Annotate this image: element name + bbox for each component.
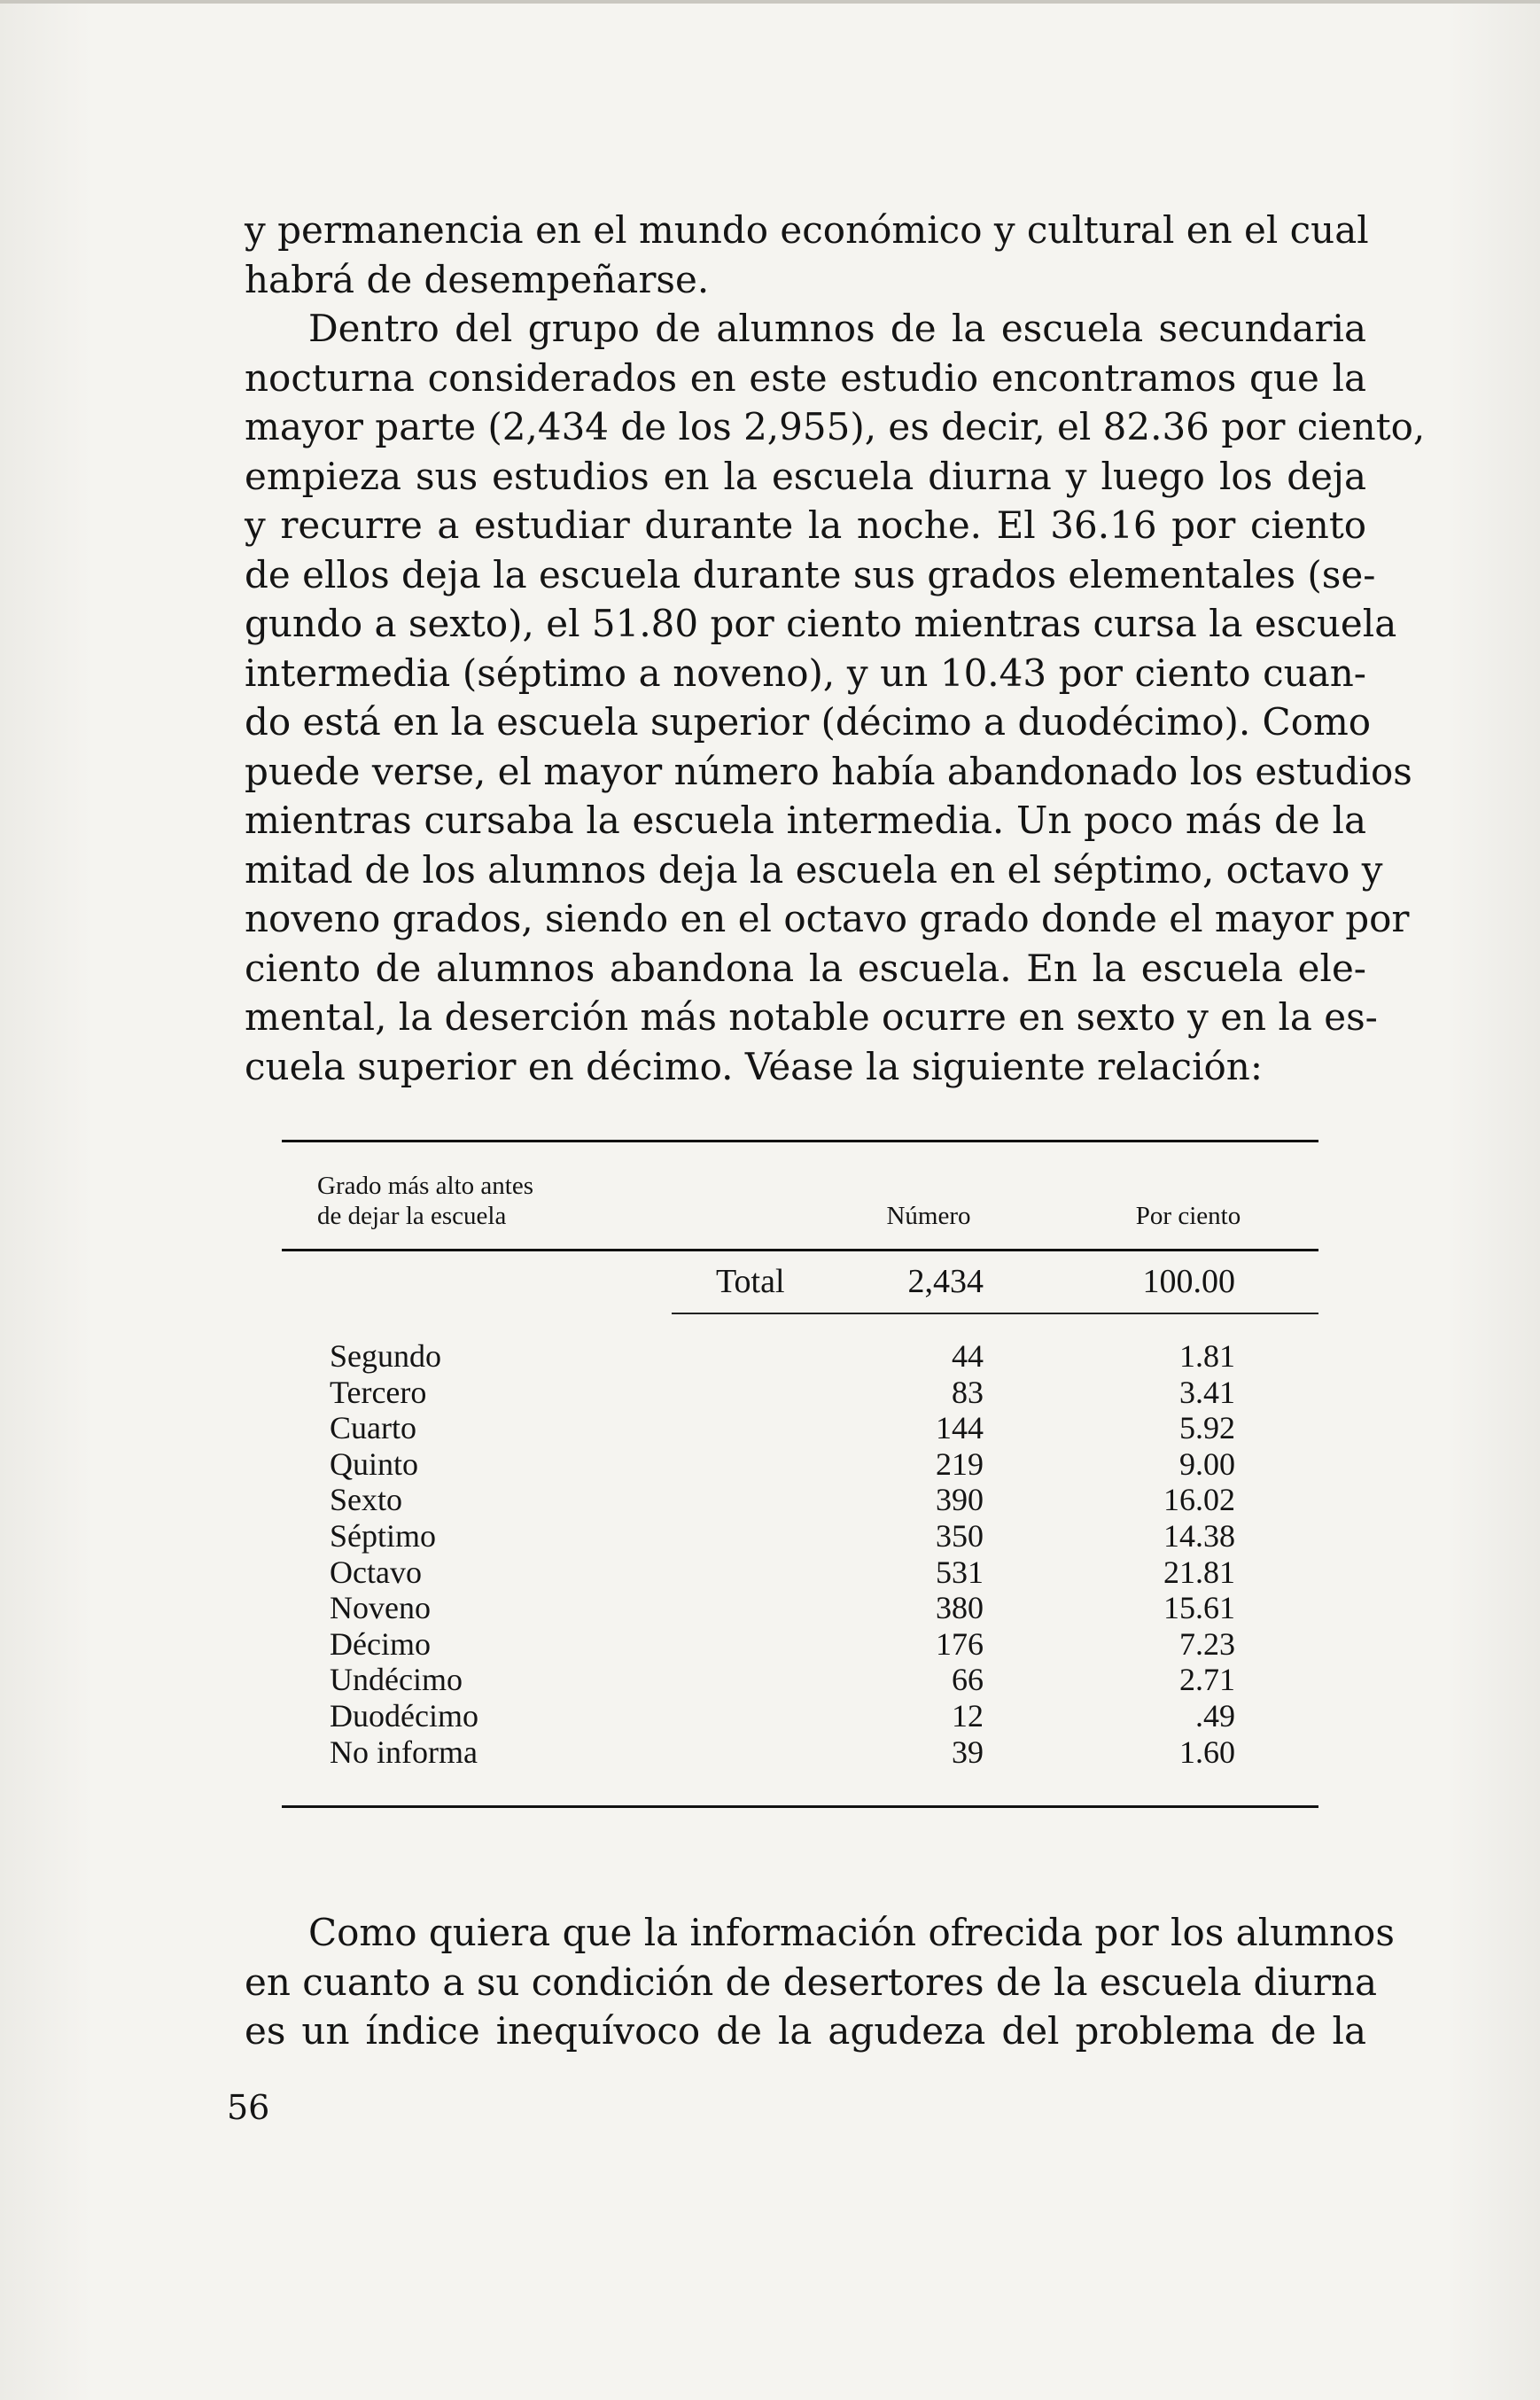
- page-number: 56: [227, 2088, 270, 2127]
- total-label: Total: [716, 1263, 785, 1300]
- table-total-row: [282, 1259, 1318, 1304]
- table-row: [282, 1338, 1318, 1375]
- table-row: [282, 1518, 1318, 1555]
- text-line: mayor parte (2,434 de los 2,955), es decir, el 82.36 por ciento,: [245, 405, 1426, 448]
- total-percent: 100.00: [1142, 1263, 1235, 1300]
- text-line: gundo a sexto), el 51.80 por ciento mientras cursa la escuela: [245, 602, 1397, 645]
- column-header-grade-line1: Grado más alto antes: [317, 1172, 534, 1200]
- cell-grade: Quinto: [330, 1445, 419, 1482]
- table-row: [282, 1698, 1318, 1734]
- text-line: mientras cursaba la escuela intermedia. Un poco más de la: [245, 799, 1366, 842]
- cell-number: 44: [952, 1338, 984, 1374]
- dropout-grade-table: [282, 1140, 1318, 1813]
- cell-number: 12: [952, 1697, 984, 1734]
- cell-percent: 9.00: [1179, 1445, 1235, 1482]
- column-header-grade-line2: de dejar la escuela: [317, 1202, 507, 1230]
- table-row: [282, 1734, 1318, 1771]
- table-row: [282, 1626, 1318, 1663]
- column-header-number: Número: [886, 1202, 971, 1230]
- cell-number: 531: [936, 1554, 984, 1590]
- text-line: Como quiera que la información ofrecida por los alumnos: [308, 1911, 1395, 1954]
- table-row: [282, 1555, 1318, 1591]
- cell-number: 83: [952, 1374, 984, 1410]
- cell-grade: Cuarto: [330, 1410, 416, 1446]
- text-line: Dentro del grupo de alumnos de la escuela secundaria: [308, 307, 1366, 350]
- cell-number: 66: [952, 1662, 984, 1698]
- cell-grade: Tercero: [330, 1374, 427, 1410]
- cell-percent: 16.02: [1163, 1482, 1235, 1518]
- table-top-rule: [282, 1140, 1318, 1142]
- cell-grade: Noveno: [330, 1590, 431, 1626]
- cell-grade: Sexto: [330, 1482, 403, 1518]
- text-line: es un índice inequívoco de la agudeza del problema de la: [245, 2009, 1366, 2053]
- cell-grade: Octavo: [330, 1554, 422, 1590]
- cell-percent: 1.81: [1179, 1338, 1235, 1374]
- cell-percent: 3.41: [1179, 1374, 1235, 1410]
- cell-percent: 21.81: [1163, 1554, 1235, 1590]
- cell-number: 380: [936, 1590, 984, 1626]
- table-row: [282, 1482, 1318, 1518]
- text-line: ciento de alumnos abandona la escuela. En la escuela ele-: [245, 946, 1366, 990]
- column-header-grade: [317, 1171, 533, 1231]
- page-top-edge: [0, 0, 1540, 4]
- cell-number: 39: [952, 1734, 984, 1770]
- cell-percent: 15.61: [1163, 1590, 1235, 1626]
- cell-number: 144: [936, 1410, 984, 1446]
- cell-percent: 7.23: [1179, 1625, 1235, 1662]
- cell-percent: .49: [1195, 1697, 1235, 1734]
- cell-grade: Séptimo: [330, 1517, 437, 1554]
- cell-percent: 2.71: [1179, 1662, 1235, 1698]
- table-bottom-rule: [282, 1805, 1318, 1808]
- text-line: intermedia (séptimo a noveno), y un 10.43 por ciento cuan-: [245, 651, 1366, 695]
- table-row: [282, 1590, 1318, 1626]
- text-line: nocturna considerados en este estudio encontramos que la: [245, 355, 1366, 400]
- table-row: [282, 1662, 1318, 1698]
- table-header-rule: [282, 1249, 1318, 1251]
- cell-grade: No informa: [330, 1734, 478, 1770]
- text-line: de ellos deja la escuela durante sus grados elementales (se-: [245, 552, 1376, 596]
- text-line: y permanencia en el mundo económico y cultural en el cual: [245, 208, 1369, 252]
- text-line: y recurre a estudiar durante la noche. El 36.16 por ciento: [245, 503, 1366, 547]
- cell-number: 350: [936, 1517, 984, 1554]
- text-line: noveno grados, siendo en el octavo grado donde el mayor por: [245, 897, 1410, 940]
- cell-percent: 5.92: [1179, 1410, 1235, 1446]
- text-line: habrá de desempeñarse.: [245, 257, 710, 301]
- cell-number: 176: [936, 1625, 984, 1662]
- table-total-rule: [672, 1313, 1318, 1314]
- cell-grade: Segundo: [330, 1338, 441, 1374]
- cell-number: 219: [936, 1445, 984, 1482]
- text-line: mental, la deserción más notable ocurre en sexto y en la es-: [245, 995, 1378, 1039]
- table-row: [282, 1446, 1318, 1483]
- table-row: [282, 1375, 1318, 1411]
- text-line: cuela superior en décimo. Véase la siguiente relación:: [245, 1044, 1263, 1088]
- cell-grade: Undécimo: [330, 1662, 463, 1698]
- cell-grade: Décimo: [330, 1625, 431, 1662]
- cell-grade: Duodécimo: [330, 1697, 478, 1734]
- text-line: mitad de los alumnos deja la escuela en el séptimo, octavo y: [245, 847, 1383, 892]
- text-line: puede verse, el mayor número había abandonado los estudios: [245, 749, 1412, 793]
- column-header-percent: Por ciento: [1135, 1202, 1241, 1230]
- cell-percent: 14.38: [1163, 1517, 1235, 1554]
- text-line: empieza sus estudios en la escuela diurna y luego los deja: [245, 454, 1366, 498]
- table-body: [282, 1338, 1318, 1770]
- body-paragraph-2: [245, 1908, 1395, 2056]
- text-line: do está en la escuela superior (décimo a duodécimo). Como: [245, 700, 1372, 744]
- cell-number: 390: [936, 1482, 984, 1518]
- table-row: [282, 1410, 1318, 1446]
- total-number: 2,434: [907, 1263, 984, 1300]
- cell-percent: 1.60: [1179, 1734, 1235, 1770]
- text-line: en cuanto a su condición de desertores de la escuela diurna: [245, 1960, 1378, 2004]
- body-paragraph-1: [245, 206, 1426, 1091]
